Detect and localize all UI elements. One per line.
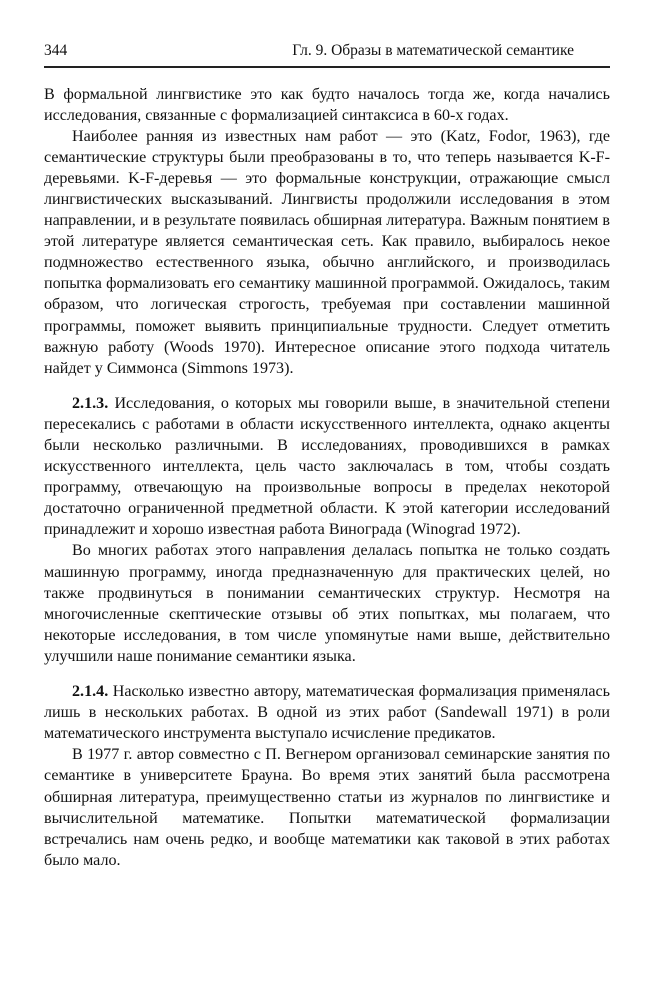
section-2-1-4-paragraph	[44, 681, 610, 744]
page-body	[44, 84, 610, 871]
section-number-2-1-3: 2.1.3.	[72, 394, 109, 412]
chapter-title: Гл. 9. Образы в математической семантике	[292, 42, 574, 59]
running-head	[44, 40, 610, 62]
section-2-1-4-text: Насколько известно автору, математическая формализация применялась лишь в нескольких работах. В одной из этих работ (Sandewall 1971) в роли математического инструмента выступало исчисление предикатов.	[44, 683, 610, 743]
page-number: 344	[44, 42, 68, 59]
section-2-1-3-text: Исследования, о которых мы говорили выше, в значительной степени пересекались с работами в области искусственного интеллекта, однако акценты были несколько различными. В исследованиях, проводившихся в рамках искусственного интеллекта, цель часто заключалась в том, чтобы создать программу, отвечающую на произвольные вопросы в пределах некоторой достаточно ограниченной предметной области. К этой категории исследований принадлежит и хорошо известная работа Винограда (Winograd 1972).	[44, 394, 610, 539]
paragraph-4: Во многих работах этого направления делалась попытка не только создать машинную программу, иногда предназначенную для практических целей, но также продвинуться в понимании семантических структур. Несмотря на многочисленные скептические отзывы об этих попытках, мы полагаем, что некоторые исследования, в том числе упомянутые нами выше, действительно улучшили наше понимание семантики языка.	[44, 542, 610, 665]
paragraph-6: В 1977 г. автор совместно с П. Вегнером организовал семинарские занятия по семантике в университете Брауна. Во время этих занятий была рассмотрена обширная литература, преимущественно статьи из журналов по лингвистике и вычислительной математике. Попытки математической формализации встречались нам очень редко, и вообще математики как таковой в этих работах было мало.	[44, 746, 610, 869]
book-page	[44, 40, 610, 980]
paragraph-2: Наиболее ранняя из известных нам работ — это (Katz, Fodor, 1963), где семантические структуры были преобразованы в то, что теперь называется K-F-деревьями. K-F-деревья — это формальные конструкции, отражающие смысл лингвистических высказываний. Лингвисты продолжили исследования в этом направлении, и в результате появилась обширная литература. Важным понятием в этой литературе является семантическая сеть. Как правило, выбиралось некое подмножество естественного языка, обычно английского, и производилась попытка формализовать его семантику машинной программой. Ожидалось, таким образом, что логическая строгость, требуемая при составлении машинной программы, поможет выявить принципиальные трудности. Следует отметить важную работу (Woods 1970). Интересное описание этого подхода читатель найдет у Симмонса (Simmons 1973).	[44, 127, 610, 377]
paragraph-1: В формальной лингвистике это как будто началось тогда же, когда начались исследования, связанные с формализацией синтаксиса в 60-х годах.	[44, 85, 610, 124]
header-rule	[44, 66, 610, 68]
section-2-1-3-paragraph	[44, 393, 610, 541]
section-number-2-1-4: 2.1.4.	[72, 683, 109, 701]
